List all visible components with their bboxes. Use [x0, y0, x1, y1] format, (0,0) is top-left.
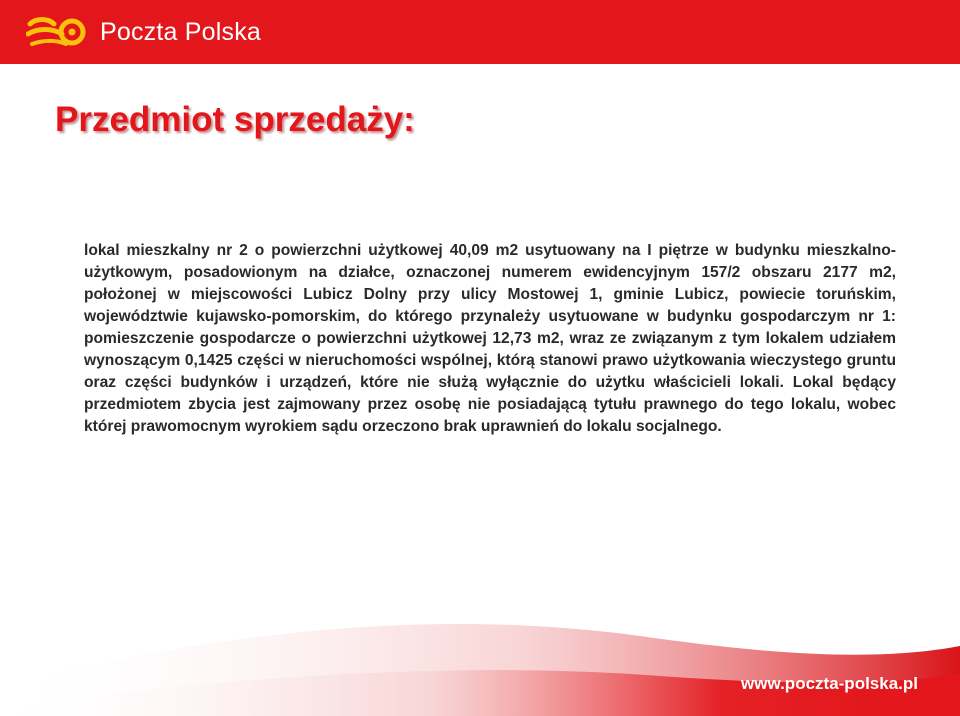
- poczta-polska-logo[interactable]: [26, 12, 261, 52]
- slide-title: Przedmiot sprzedaży:: [55, 100, 415, 139]
- header-bar: [0, 0, 960, 64]
- footer-url[interactable]: www.poczta-polska.pl: [741, 674, 918, 693]
- post-horn-icon: [26, 14, 92, 50]
- slide-body-text: lokal mieszkalny nr 2 o powierzchni użytkowej 40,09 m2 usytuowany na I piętrze w budynku mieszkalno-użytkowym, posadowionym na działce, oznaczonej numerem ewidencyjnym 157/2 obszaru 2177 m2, położonej w miejscowości Lubicz Dolny przy ulicy Mostowej 1, gminie Lubicz, powiecie toruńskim, województwie kujawsko-pomorskim, do którego przynależy usytuowane w budynku gospodarczym nr 1: pomieszczenie gospodarcze o powierzchni użytkowej 12,73 m2, wraz ze związanym z tym lokalem udziałem wynoszącym 0,1425 części w nieruchomości wspólnej, którą stanowi prawo użytkowania wieczystego gruntu oraz części budynków i urządzeń, które nie służą wyłącznie do użytku właścicieli lokali. Lokal będący przedmiotem zbycia jest zajmowany przez osobę nie posiadającą tytułu prawnego do tego lokalu, wobec której prawomocnym wyrokiem sądu orzeczono brak uprawnień do lokalu socjalnego.: [84, 242, 896, 435]
- brand-name: Poczta Polska: [100, 17, 262, 46]
